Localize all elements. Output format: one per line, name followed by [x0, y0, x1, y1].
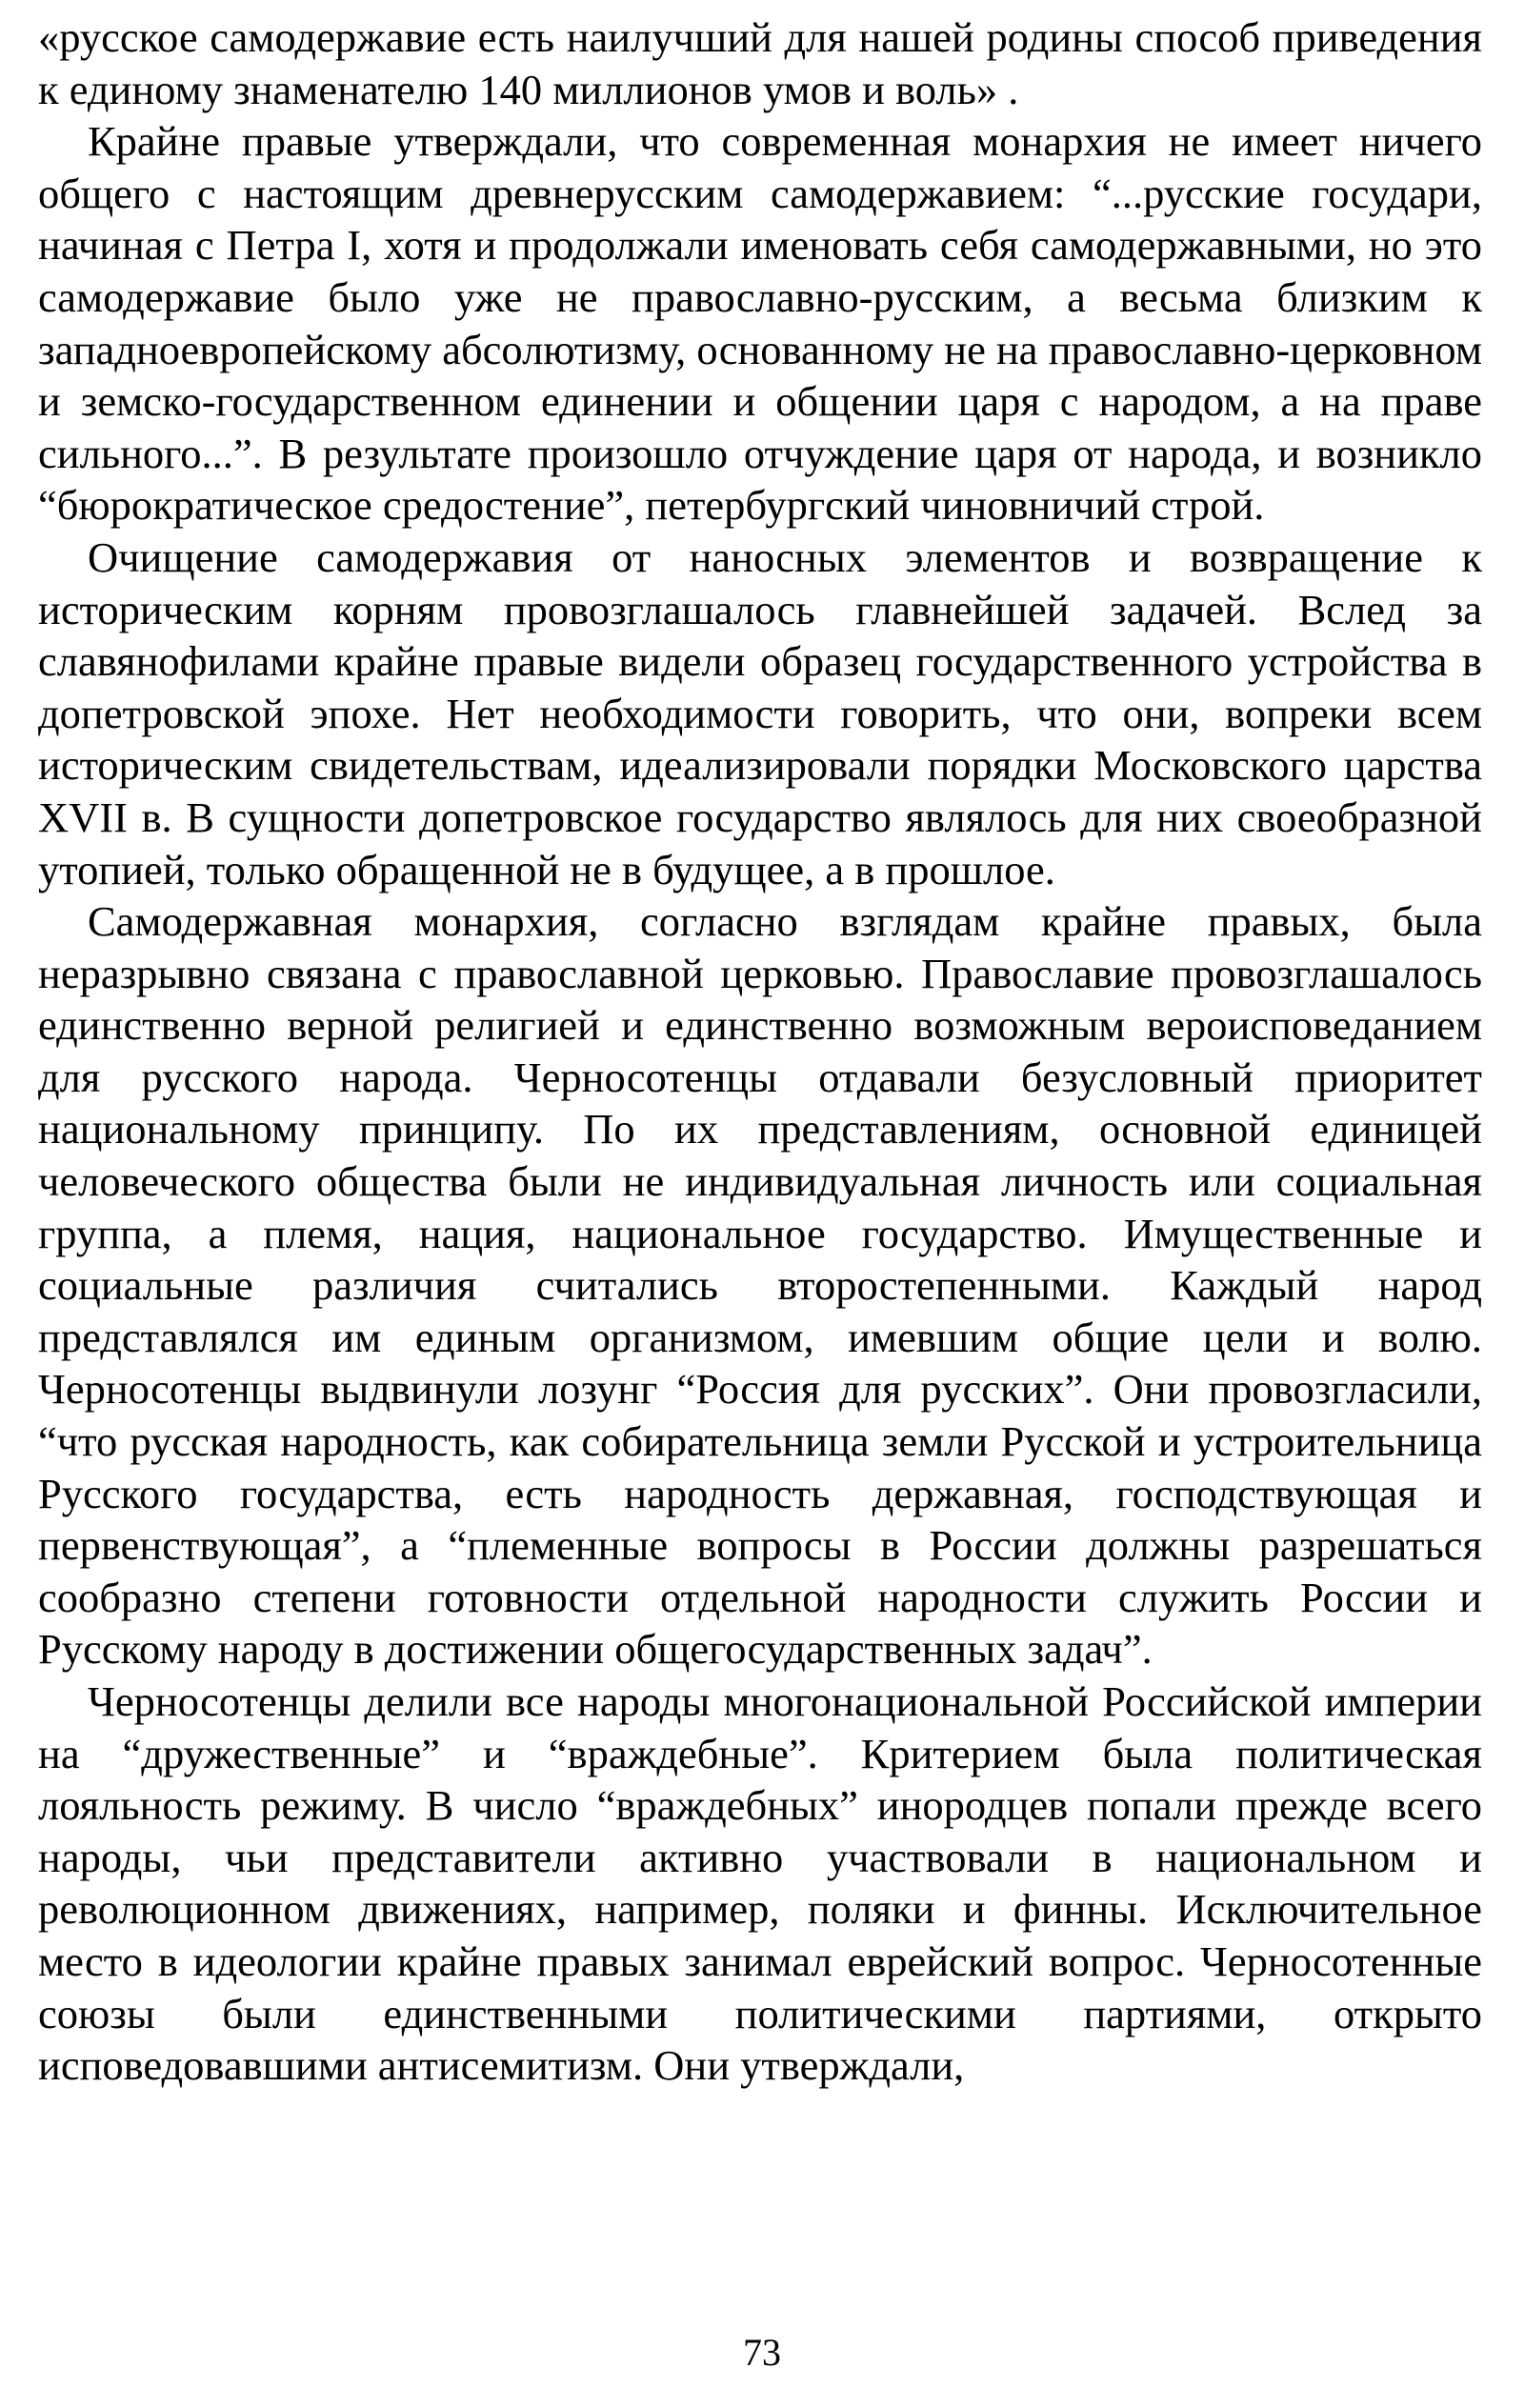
paragraph-historical-roots: Очищение самодержавия от наносных элементов и возвращение к историческим корням провозглашалось главнейшей задачей. Вслед за славянофилами крайне правые видели образец государственного устройства в допетровской эпохе. Нет необходимости говорить, что они, вопреки всем историческим свидетельствам, идеализировали порядки Московского царства XVII в. В сущности допетровское государство являлось для них своеобразной утопией, только обращенной не в будущее, а в прошлое. [38, 532, 1482, 893]
page-number: 73 [743, 2331, 781, 2374]
body-text [38, 11, 1482, 2092]
paragraph-orthodoxy-nationality: Самодержавная монархия, согласно взглядам крайне правых, была неразрывно связана с православной церковью. Православие провозглашалось единственно верной религией и единственно возможным вероисповеданием для русского народа. Черносотенцы отдавали безусловный приоритет национальному принципу. По их представлениям, основной единицей человеческого общества были не индивидуальная личность или социальная группа, а племя, нация, национальное государство. Имущественные и социальные различия считались второстепенными. Каждый народ представлялся им единым организмом, имевшим общие цели и волю. Черносотенцы выдвинули лозунг “Россия для русских”. Они провозгласили, “что русская народность, как собирательница земли Русской и устроительница Русского государства, есть народность державная, господствующая и первенствующая”, а “племенные вопросы в России должны разрешаться сообразно степени готовности отдельной народности служить России и Русскому народу в достижении общегосударственных задач”. [38, 897, 1482, 1674]
paragraph-monarchy-criticism: Крайне правые утверждали, что современная монархия не имеет ничего общего с настоящим древнерусским самодержавием: “...русские государи, начиная с Петра I, хотя и продолжали именовать себя самодержавными, но это самодержавие было уже не православно-русским, а весьма близким к западноевропейскому абсолютизму, основанному не на православно-церковном и земско-государственном единении и общении царя с народом, а на праве сильного...”. В результате произошло отчуждение царя от народа, и возникло “бюрократическое средостение”, петербургский чиновничий строй. [38, 117, 1482, 530]
paragraph-peoples-division: Черносотенцы делили все народы многонациональной Российской империи на “дружественные” и “враждебные”. Критерием была политическая лояльность режиму. В число “враждебных” инородцев попали прежде всего народы, чьи представители активно участвовали в национальном и революционном движениях, например, поляки и финны. Исключительное место в идеологии крайне правых занимал еврейский вопрос. Черносотенные союзы были единственными политическими партиями, открыто исповедовавшими антисемитизм. Они утверждали, [38, 1677, 1482, 2090]
paragraph-quote-continuation: «русское самодержавие есть наилучший для нашей родины способ приведения к единому знаменателю 140 миллионов умов и воль» . [38, 13, 1482, 113]
